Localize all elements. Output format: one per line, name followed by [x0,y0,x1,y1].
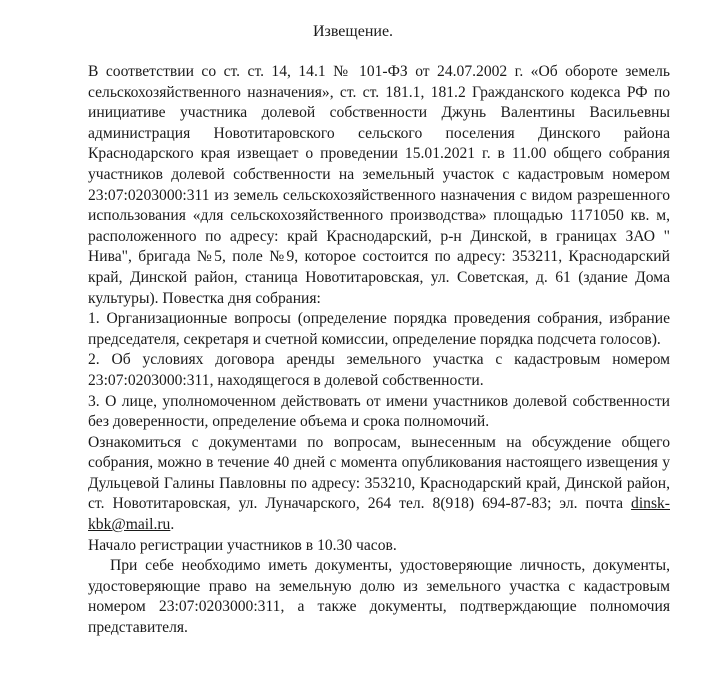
registration-line: Начало регистрации участников в 10.30 часов. [88,536,397,554]
agenda-item-1: 1. Организационные вопросы (определение порядка проведения собрания, избрание председателя, секретаря и счетной комиссии, определение порядка подсчета голосов). [88,310,670,348]
agenda-item-3: 3. О лице, уполномоченном действовать от имени участников долевой собственности без доверенности, определение объема и срока полномочий. [88,392,670,431]
familiarize-text: Ознакомиться с документами по вопросам, вынесенным на обсуждение общего собрания, можно в течение 40 дней с момента опубликования настоящего извещения у Дульцевой Галины Павловны по адресу: 353210, Краснодарский край, Динской район, ст. Новотитаровская, ул. Луначарского, 264 тел. 8(918) 694-87-83; эл. почта [88,433,670,513]
email-suffix: . [170,516,175,534]
notice-title: Извещение. [312,23,394,40]
notice-body [88,62,670,639]
documents-paragraph: При себе необходимо иметь документы, удостоверяющие личность, документы, удостоверяющие право на земельную долю из земельного участка с кадастровым номером 23:07:0203000:311, а также документы, подтверждающие полномочия представителя. [88,557,670,637]
intro-paragraph: В соответствии со ст. ст. 14, 14.1 № 101-ФЗ от 24.07.2002 г. «Об обороте земель сельскохозяйственного назначения», ст. ст. 181.1, 181.2 Гражданского кодекса РФ по инициативе участника долевой собственности Джунь Валентины Васильевны администрация Новотитаровского сельского поселения Динского района Краснодарского края извещает о проведении 15.01.2021 г. в 11.00 общего собрания участников долевой собственности на земельный участок с кадастровым номером 23:07:0203000:311 из земель сельскохозяйственного назначения с видом разрешенного использования «для сельскохозяйственного производства» площадью 1171050 кв. м, расположенного по адресу: край Краснодарский, р-н Динской, в границах ЗАО " Нива", бригада №5, поле №9, которое состоится по адресу: 353211, Краснодарский край, Динской район, станица Новотитаровская, ул. Советская, д. 61 (здание Дома культуры). Повестка дня собрания: [88,63,670,307]
email-link[interactable]: dinsk-kbk@mail.ru [88,495,670,534]
agenda-item-2: 2. Об условиях договора аренды земельного участка с кадастровым номером 23:07:0203000:311, находящегося в долевой собственности. [88,351,670,389]
familiarize-paragraph [88,433,670,536]
